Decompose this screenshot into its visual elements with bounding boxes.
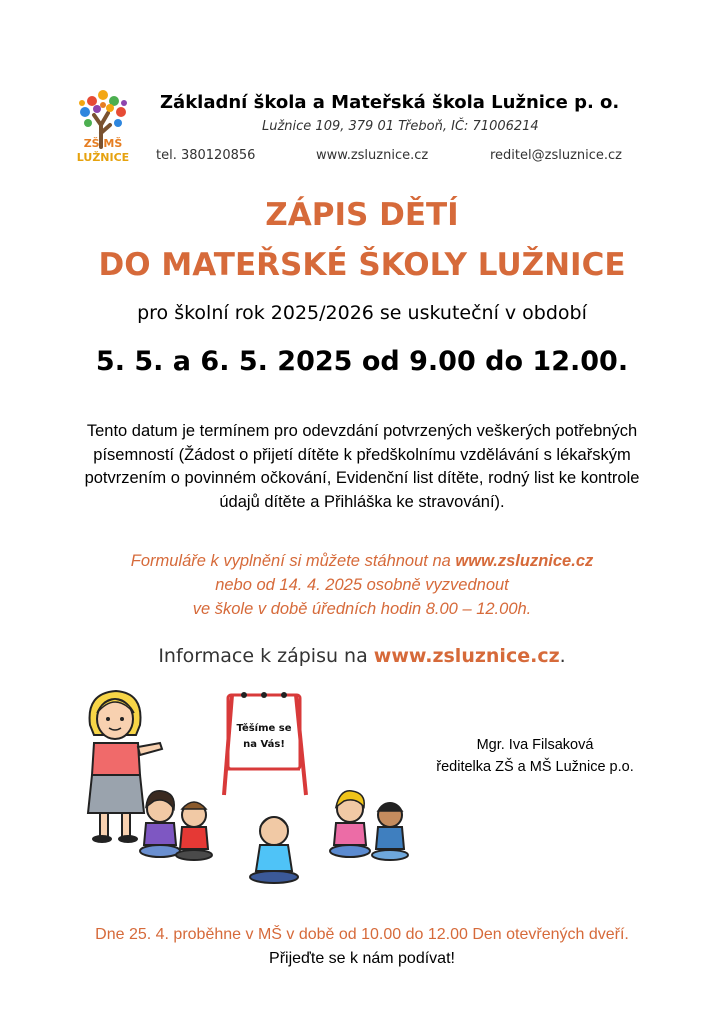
info-text: Informace k zápisu na — [158, 645, 374, 667]
forms-info — [0, 549, 724, 621]
visit-invitation: Přijeďte se k nám podívat! — [269, 950, 455, 967]
main-title-line2: DO MATEŘSKÉ ŠKOLY LUŽNICE — [98, 247, 626, 283]
teacher-figure — [88, 691, 162, 843]
forms-line2: nebo od 14. 4. 2025 osobně vyzvednout — [215, 576, 509, 594]
sign-text-line2: na Vás! — [243, 739, 285, 750]
forms-line1-text: Formuláře k vyplnění si můžete stáhnout na — [130, 552, 456, 570]
info-website-link[interactable]: www.zsluznice.cz — [373, 645, 560, 667]
enrollment-dates: 5. 5. a 6. 5. 2025 od 9.00 do 12.00. — [95, 346, 629, 377]
logo-text-bottom: LUŽNICE — [76, 151, 130, 164]
forms-line3: ve škole v době úředních hodin 8.00 – 12.00h. — [192, 600, 532, 618]
main-title-line1: ZÁPIS DĚTÍ — [265, 197, 459, 233]
info-line — [0, 645, 724, 667]
signature-role: ředitelka ZŠ a MŠ Lužnice p.o. — [436, 759, 634, 775]
phone-number: tel. 380120856 — [156, 148, 256, 163]
easel-sign — [224, 692, 306, 795]
forms-website-link[interactable]: www.zsluznice.cz — [455, 552, 594, 570]
children-illustration — [78, 685, 418, 890]
logo-text-top: ZŠ MŠ — [83, 137, 123, 150]
body-paragraph: Tento datum je termínem pro odevzdání potvrzených veškerých potřebných písemností (Žádost o přijetí dítěte k předškolnímu vzdělávání s lékařským potvrzením o povinném očkování, Evidenční list dítěte, rodný list ke kontrole údajů dítěte a Přihláška ke stravování). — [84, 422, 640, 511]
school-name: Základní škola a Mateřská škola Lužnice p. o. — [160, 92, 620, 113]
child-center — [250, 817, 298, 883]
signature-name: Mgr. Iva Filsaková — [476, 737, 594, 753]
subtitle: pro školní rok 2025/2026 se uskuteční v období — [137, 302, 587, 324]
sign-text-line1: Těšíme se — [236, 723, 292, 734]
info-end: . — [559, 645, 566, 667]
signature-block — [420, 734, 650, 778]
school-address: Lužnice 109, 379 01 Třeboň, IČ: 71006214 — [262, 119, 539, 134]
children-pair-right — [330, 791, 408, 860]
open-day-notice: Dne 25. 4. proběhne v MŠ v době od 10.00 do 12.00 Den otevřených dveří. — [95, 926, 629, 943]
email-link[interactable]: reditel@zsluznice.cz — [490, 148, 622, 163]
teacher-children-illustration — [78, 685, 418, 890]
website-link[interactable]: www.zsluznice.cz — [316, 148, 429, 163]
school-logo — [70, 85, 136, 169]
forms-line1 — [0, 549, 724, 573]
children-pair-left — [140, 791, 212, 860]
